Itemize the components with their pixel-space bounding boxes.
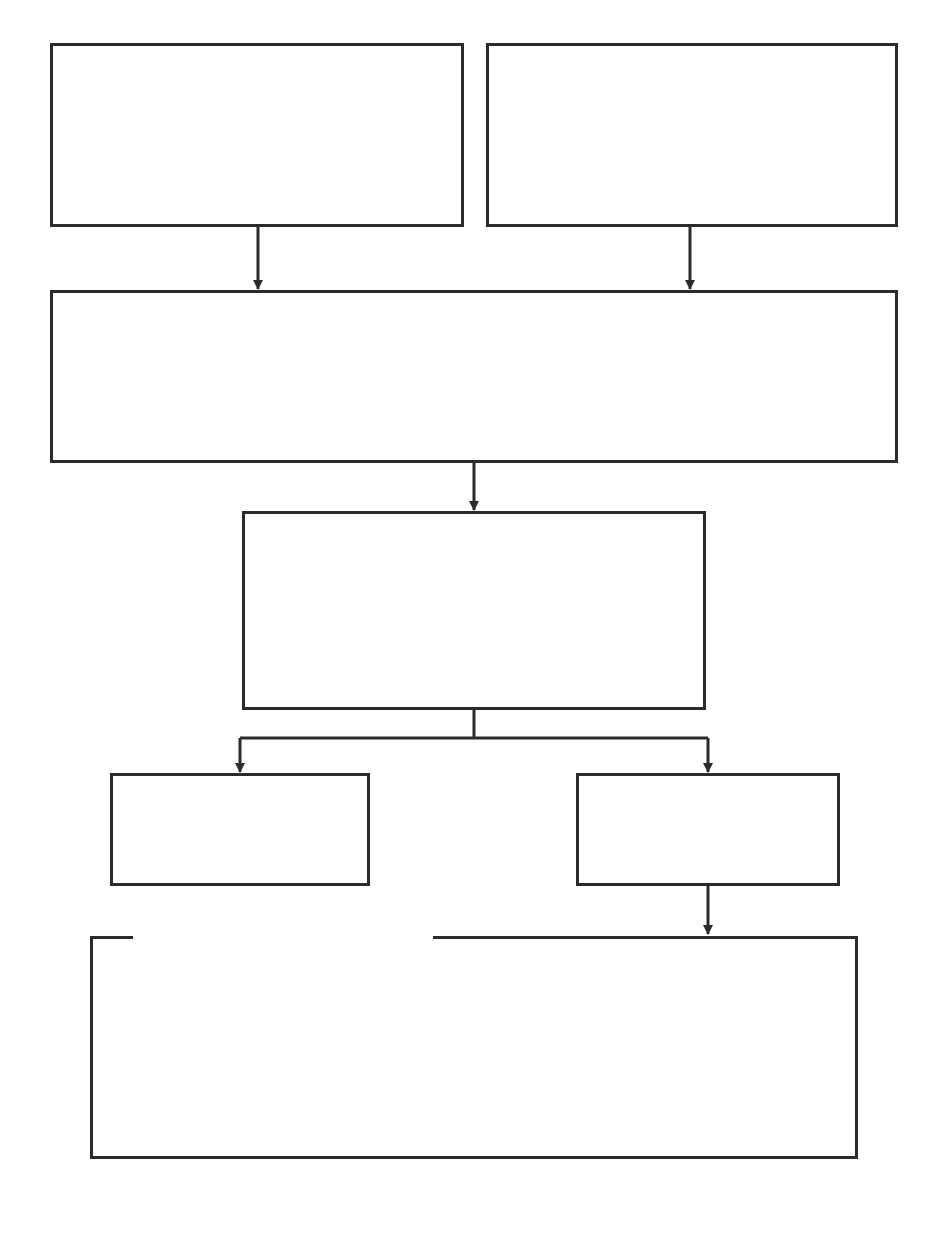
dataset-a-extra-frame — [110, 773, 370, 886]
dataset-b-box — [576, 773, 840, 886]
prompt-engineering-box — [50, 290, 898, 463]
generation-config-box — [242, 511, 706, 710]
class-imbalance-box — [50, 43, 464, 227]
cnn-training-box — [90, 936, 858, 1159]
lora-model-box — [486, 43, 898, 227]
